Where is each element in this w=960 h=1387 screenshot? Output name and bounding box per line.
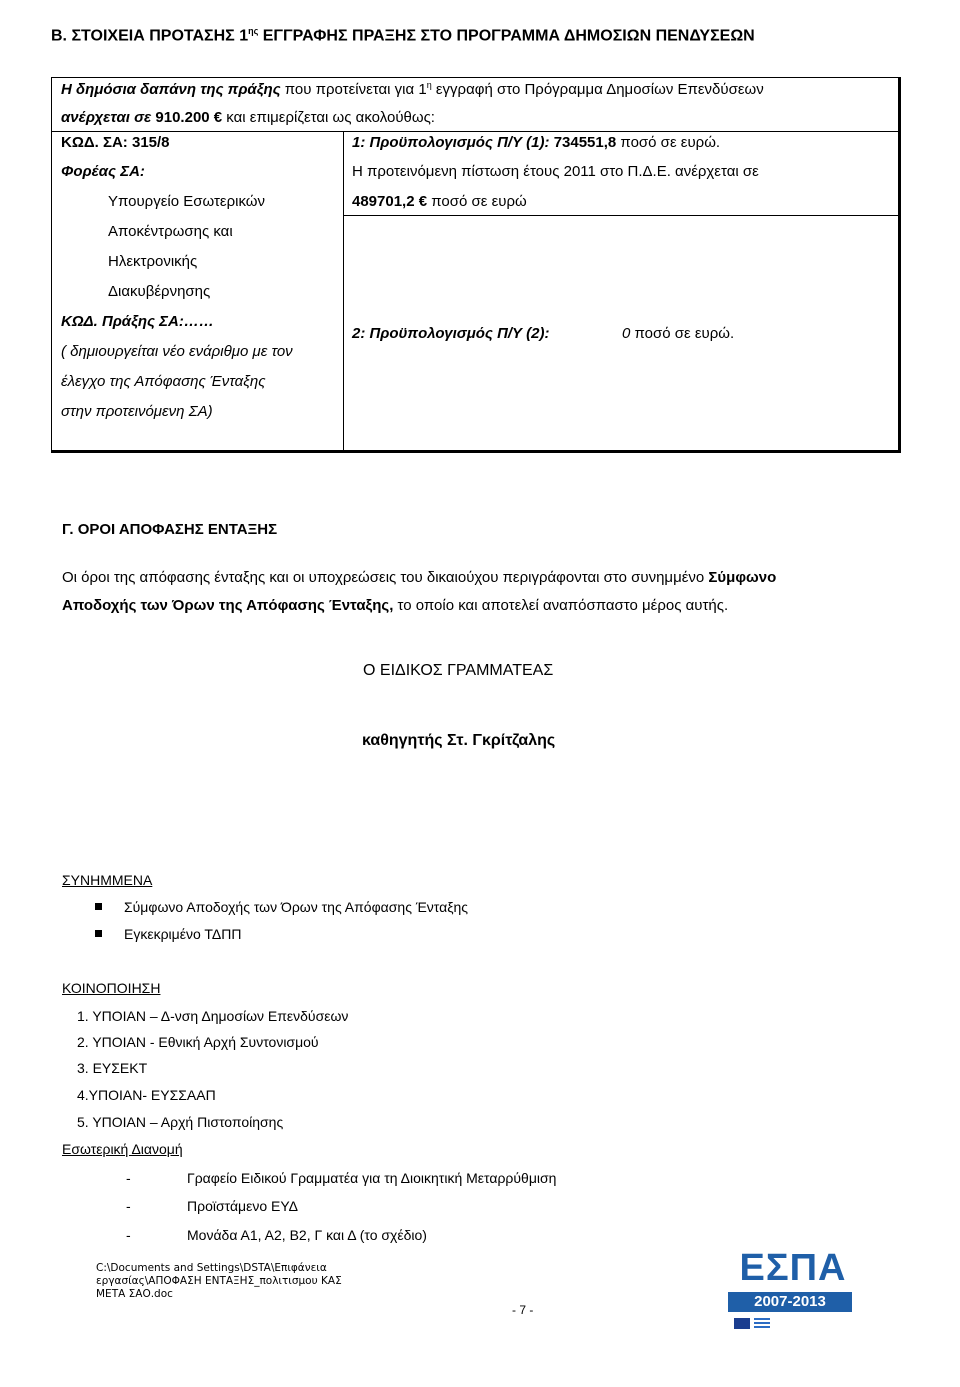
dash-3: - — [126, 1227, 131, 1243]
notification-item-1: 1. ΥΠΟΙΑΝ – Δ-νση Δημοσίων Επενδύσεων — [77, 1008, 349, 1024]
foreas-line-2: Αποκέντρωσης και — [108, 223, 233, 240]
amount-line: ανέρχεται σε 910.200 € και επιμερίζεται ως ακολούθως: — [61, 109, 435, 126]
attachments-heading: ΣΥΝΗΜΜΕΝΑ — [62, 872, 153, 888]
signature-title: Ο ΕΙΔΙΚΟΣ ΓΡΑΜΜΑΤΕΑΣ — [363, 662, 554, 679]
budget-2-label: 2: Προϋπολογισμός Π/Υ (2): — [352, 325, 550, 342]
espa-logo — [728, 1246, 858, 1331]
table-right-divider — [343, 215, 898, 216]
notification-item-3: 3. ΕΥΣΕΚΤ — [77, 1060, 148, 1076]
attachment-item-2: Εγκεκριμένο ΤΔΠΠ — [124, 926, 242, 942]
dash-1: - — [126, 1170, 131, 1186]
bullet-icon — [95, 930, 102, 937]
notification-heading: ΚΟΙΝΟΠΟΙΗΣΗ — [62, 980, 161, 996]
internal-heading: Εσωτερική Διανομή — [62, 1141, 183, 1157]
foreas-label: Φορέας ΣΑ: — [61, 163, 145, 180]
greek-flag-icon — [754, 1318, 770, 1329]
table-column-divider — [343, 131, 344, 451]
footer-file-path: C:\Documents and Settings\DSTA\Επιφάνεια εργασίας\ΑΠΟΦΑΣΗ ΕΝΤΑΞΗΣ_πολιτισμου ΚΑΣ ΜΕΤΑ ΣΑΟ.doc — [96, 1262, 342, 1300]
foreas-line-4: Διακυβέρνησης — [108, 283, 211, 300]
kod-praxis: ΚΩΔ. Πράξης ΣΑ:…… — [61, 313, 214, 330]
eu-flag-icon — [734, 1318, 750, 1329]
terms-paragraph-line-1: Οι όροι της απόφασης ένταξης και οι υποχρεώσεις του δικαιούχου περιγράφονται στο συνημμένο Σύμφωνο — [62, 569, 777, 586]
espa-logo-years: 2007-2013 — [728, 1292, 852, 1312]
internal-item-2: Προϊστάμενο ΕΥΔ — [187, 1198, 299, 1214]
notification-item-4: 4.ΥΠΟΙΑΝ- ΕΥΣΣΑΑΠ — [77, 1087, 216, 1103]
notification-item-2: 2. ΥΠΟΙΑΝ - Εθνική Αρχή Συντονισμού — [77, 1034, 319, 1050]
note-line-2: έλεγχο της Απόφασης Ένταξης — [61, 373, 266, 390]
espa-logo-text: ΕΣΠΑ — [739, 1247, 847, 1289]
internal-item-1: Γραφείο Ειδικού Γραμματέα για τη Διοικητική Μεταρρύθμιση — [187, 1170, 557, 1186]
internal-item-3: Μονάδα Α1, Α2, Β2, Γ και Δ (το σχέδιο) — [187, 1227, 427, 1243]
note-line-3: στην προτεινόμενη ΣΑ) — [61, 403, 213, 420]
table-divider — [51, 131, 899, 132]
budget-2-value: 0 ποσό σε ευρώ. — [622, 325, 735, 342]
foreas-line-3: Ηλεκτρονικής — [108, 253, 198, 270]
attachment-item-1: Σύμφωνο Αποδοχής των Όρων της Απόφασης Ένταξης — [124, 899, 469, 915]
credit-value: 489701,2 € ποσό σε ευρώ — [352, 193, 527, 210]
terms-paragraph-line-2: Αποδοχής των Όρων της Απόφασης Ένταξης, το οποίο και αποτελεί αναπόσπαστο μέρος αυτής. — [62, 597, 729, 614]
section-b-heading: Β. ΣΤΟΙΧΕΙΑ ΠΡΟΤΑΣΗΣ $1^{\eta\varsigma}$ ΕΓΓΡΑΦΗΣ ΠΡΑΞΗΣ ΣΤΟ ΠΡΟΓΡΑΜΜΑ ΔΗΜΟΣΙΩΝ ΠΕΝΔΥΣΕΩΝ — [51, 26, 755, 45]
budget-1: 1: Προϋπολογισμός Π/Υ (1): 734551,8 ποσό σε ευρώ. — [352, 134, 721, 151]
note-line-1: ( δημιουργείται νέο ενάριθμο με τον — [61, 343, 293, 360]
intro-line: Η δημόσια δαπάνη της πράξης που προτείνεται για $1^\eta$ εγγραφή στο Πρόγραμμα Δημοσίων Επενδύσεων — [61, 80, 764, 98]
signature-name: καθηγητής Στ. Γκρίτζαλης — [362, 732, 556, 749]
table-shadow-bottom — [51, 450, 901, 453]
page-number: - 7 - — [512, 1303, 534, 1317]
bullet-icon — [95, 903, 102, 910]
kod-sa: ΚΩΔ. ΣΑ: 315/8 — [61, 134, 170, 151]
foreas-line-1: Υπουργείο Εσωτερικών — [108, 193, 266, 210]
section-c-heading: Γ. ΟΡΟΙ ΑΠΟΦΑΣΗΣ ΕΝΤΑΞΗΣ — [62, 521, 278, 538]
notification-item-5: 5. ΥΠΟΙΑΝ – Αρχή Πιστοποίησης — [77, 1114, 284, 1130]
dash-2: - — [126, 1198, 131, 1214]
credit-line: Η προτεινόμενη πίστωση έτους 2011 στο Π.Δ.Ε. ανέρχεται σε — [352, 163, 759, 180]
table-shadow-right — [898, 77, 901, 453]
